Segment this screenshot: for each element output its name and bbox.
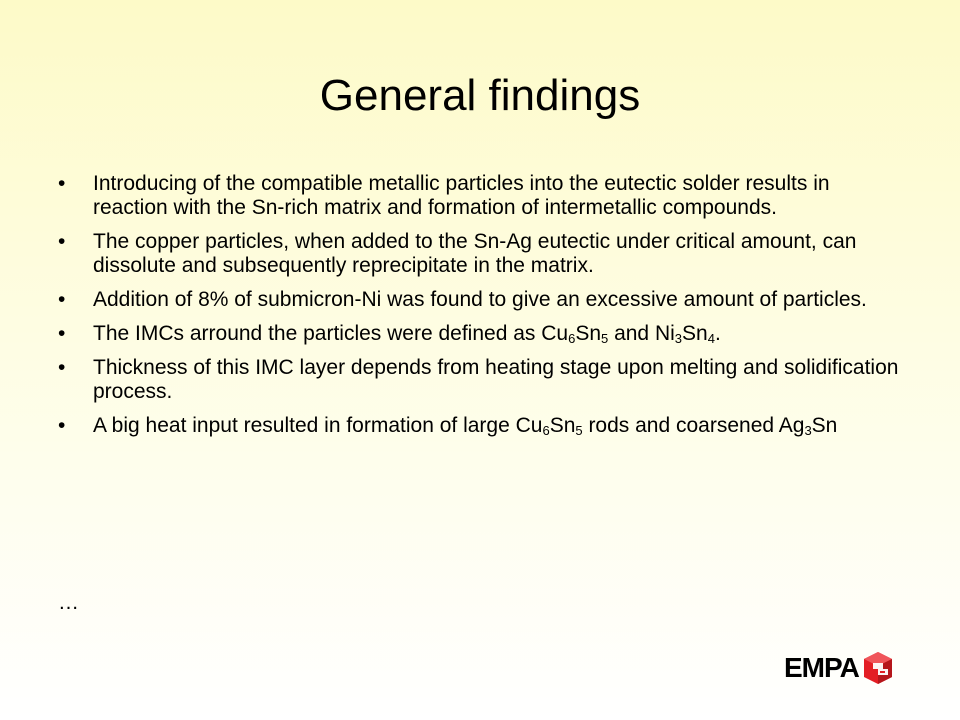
bullet-text-run: and Ni xyxy=(608,322,675,345)
subscript: 4 xyxy=(707,331,715,346)
subscript: 5 xyxy=(601,331,609,346)
bullet-item xyxy=(58,356,908,404)
empa-logo xyxy=(784,648,895,688)
bullet-text-run: . xyxy=(714,322,721,345)
bullet-text xyxy=(93,322,721,345)
bullet-text-run: Sn xyxy=(811,414,838,437)
bullet-text xyxy=(93,172,830,219)
bullet-text xyxy=(93,414,837,437)
bullet-text-run: The IMCs arround the particles were defined as Cu xyxy=(93,322,569,345)
bullet-item xyxy=(58,172,908,220)
bullet-marker: • xyxy=(58,172,66,195)
bullet-text-run: Introducing of the compatible metallic particles into the eutectic solder results in reaction with the Sn-rich matrix and formation of intermetallic compounds. xyxy=(93,172,830,219)
bullet-text-run: rods and coarsened Ag xyxy=(582,414,805,437)
subscript: 6 xyxy=(542,423,550,438)
bullet-text-run: The copper particles, when added to the Sn-Ag eutectic under critical amount, can dissolute and subsequently reprecipitate in the matrix. xyxy=(93,230,857,277)
bullet-text-run: Sn xyxy=(549,414,576,437)
subscript: 3 xyxy=(674,331,683,346)
bullet-text-run: Sn xyxy=(682,322,708,345)
bullet-item xyxy=(58,322,908,346)
bullet-marker: • xyxy=(58,288,66,311)
bullet-marker: • xyxy=(58,356,66,379)
bullet-list xyxy=(58,172,908,448)
bullet-text-run: Thickness of this IMC layer depends from heating stage upon melting and solidification process. xyxy=(93,356,899,403)
subscript: 6 xyxy=(568,331,576,346)
subscript: 5 xyxy=(575,423,583,438)
bullet-marker: • xyxy=(58,230,66,253)
bullet-item xyxy=(58,288,908,312)
bullet-text xyxy=(93,230,856,277)
bullet-text xyxy=(93,288,867,311)
bullet-text-run: A big heat input resulted in formation of large Cu xyxy=(93,414,543,437)
bullet-marker: • xyxy=(58,414,66,437)
subscript: 3 xyxy=(804,423,812,438)
slide-title: General findings xyxy=(319,71,641,120)
bullet-item xyxy=(58,414,908,438)
empa-cube-logo-icon xyxy=(861,650,895,686)
bullet-item xyxy=(58,230,908,278)
bullet-text xyxy=(93,356,898,403)
bullet-text-run: Addition of 8% of submicron-Ni was found to give an excessive amount of particles. xyxy=(93,288,867,311)
logo-text: EMPA xyxy=(784,652,859,683)
bullet-marker: • xyxy=(58,322,66,345)
bullet-text-run: Sn xyxy=(575,322,601,345)
continuation-ellipsis: … xyxy=(58,591,79,614)
